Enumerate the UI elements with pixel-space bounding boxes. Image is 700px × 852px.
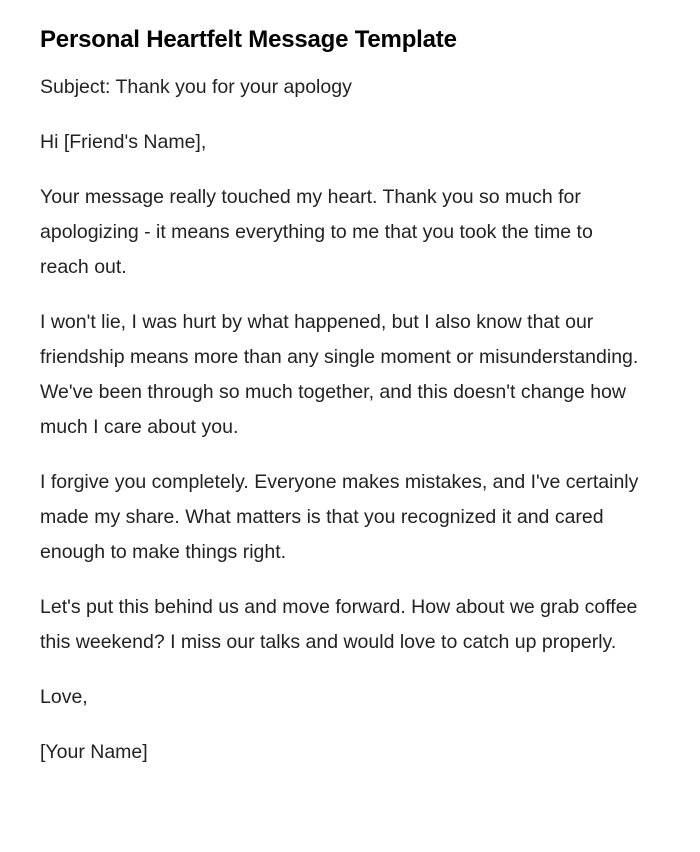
greeting: Hi [Friend's Name], [40, 131, 207, 153]
document-title: Personal Heartfelt Message Template [40, 26, 457, 53]
body-paragraph-2: I won't lie, I was hurt by what happened, but I also know that our friendship means more than any single moment or misunderstanding. We've been through so much together, and this doesn't change how much I care about you. [40, 311, 639, 438]
subject-line: Subject: Thank you for your apology [40, 76, 352, 98]
body-paragraph-4: Let's put this behind us and move forward. How about we grab coffee this weekend? I miss our talks and would love to catch up properly. [40, 596, 638, 653]
body-paragraph-3: I forgive you completely. Everyone makes mistakes, and I've certainly made my share. What matters is that you recognized it and cared enough to make things right. [40, 471, 639, 563]
signature: [Your Name] [40, 741, 148, 763]
closing: Love, [40, 686, 88, 708]
body-paragraph-1: Your message really touched my heart. Thank you so much for apologizing - it means everything to me that you took the time to reach out. [40, 186, 593, 278]
